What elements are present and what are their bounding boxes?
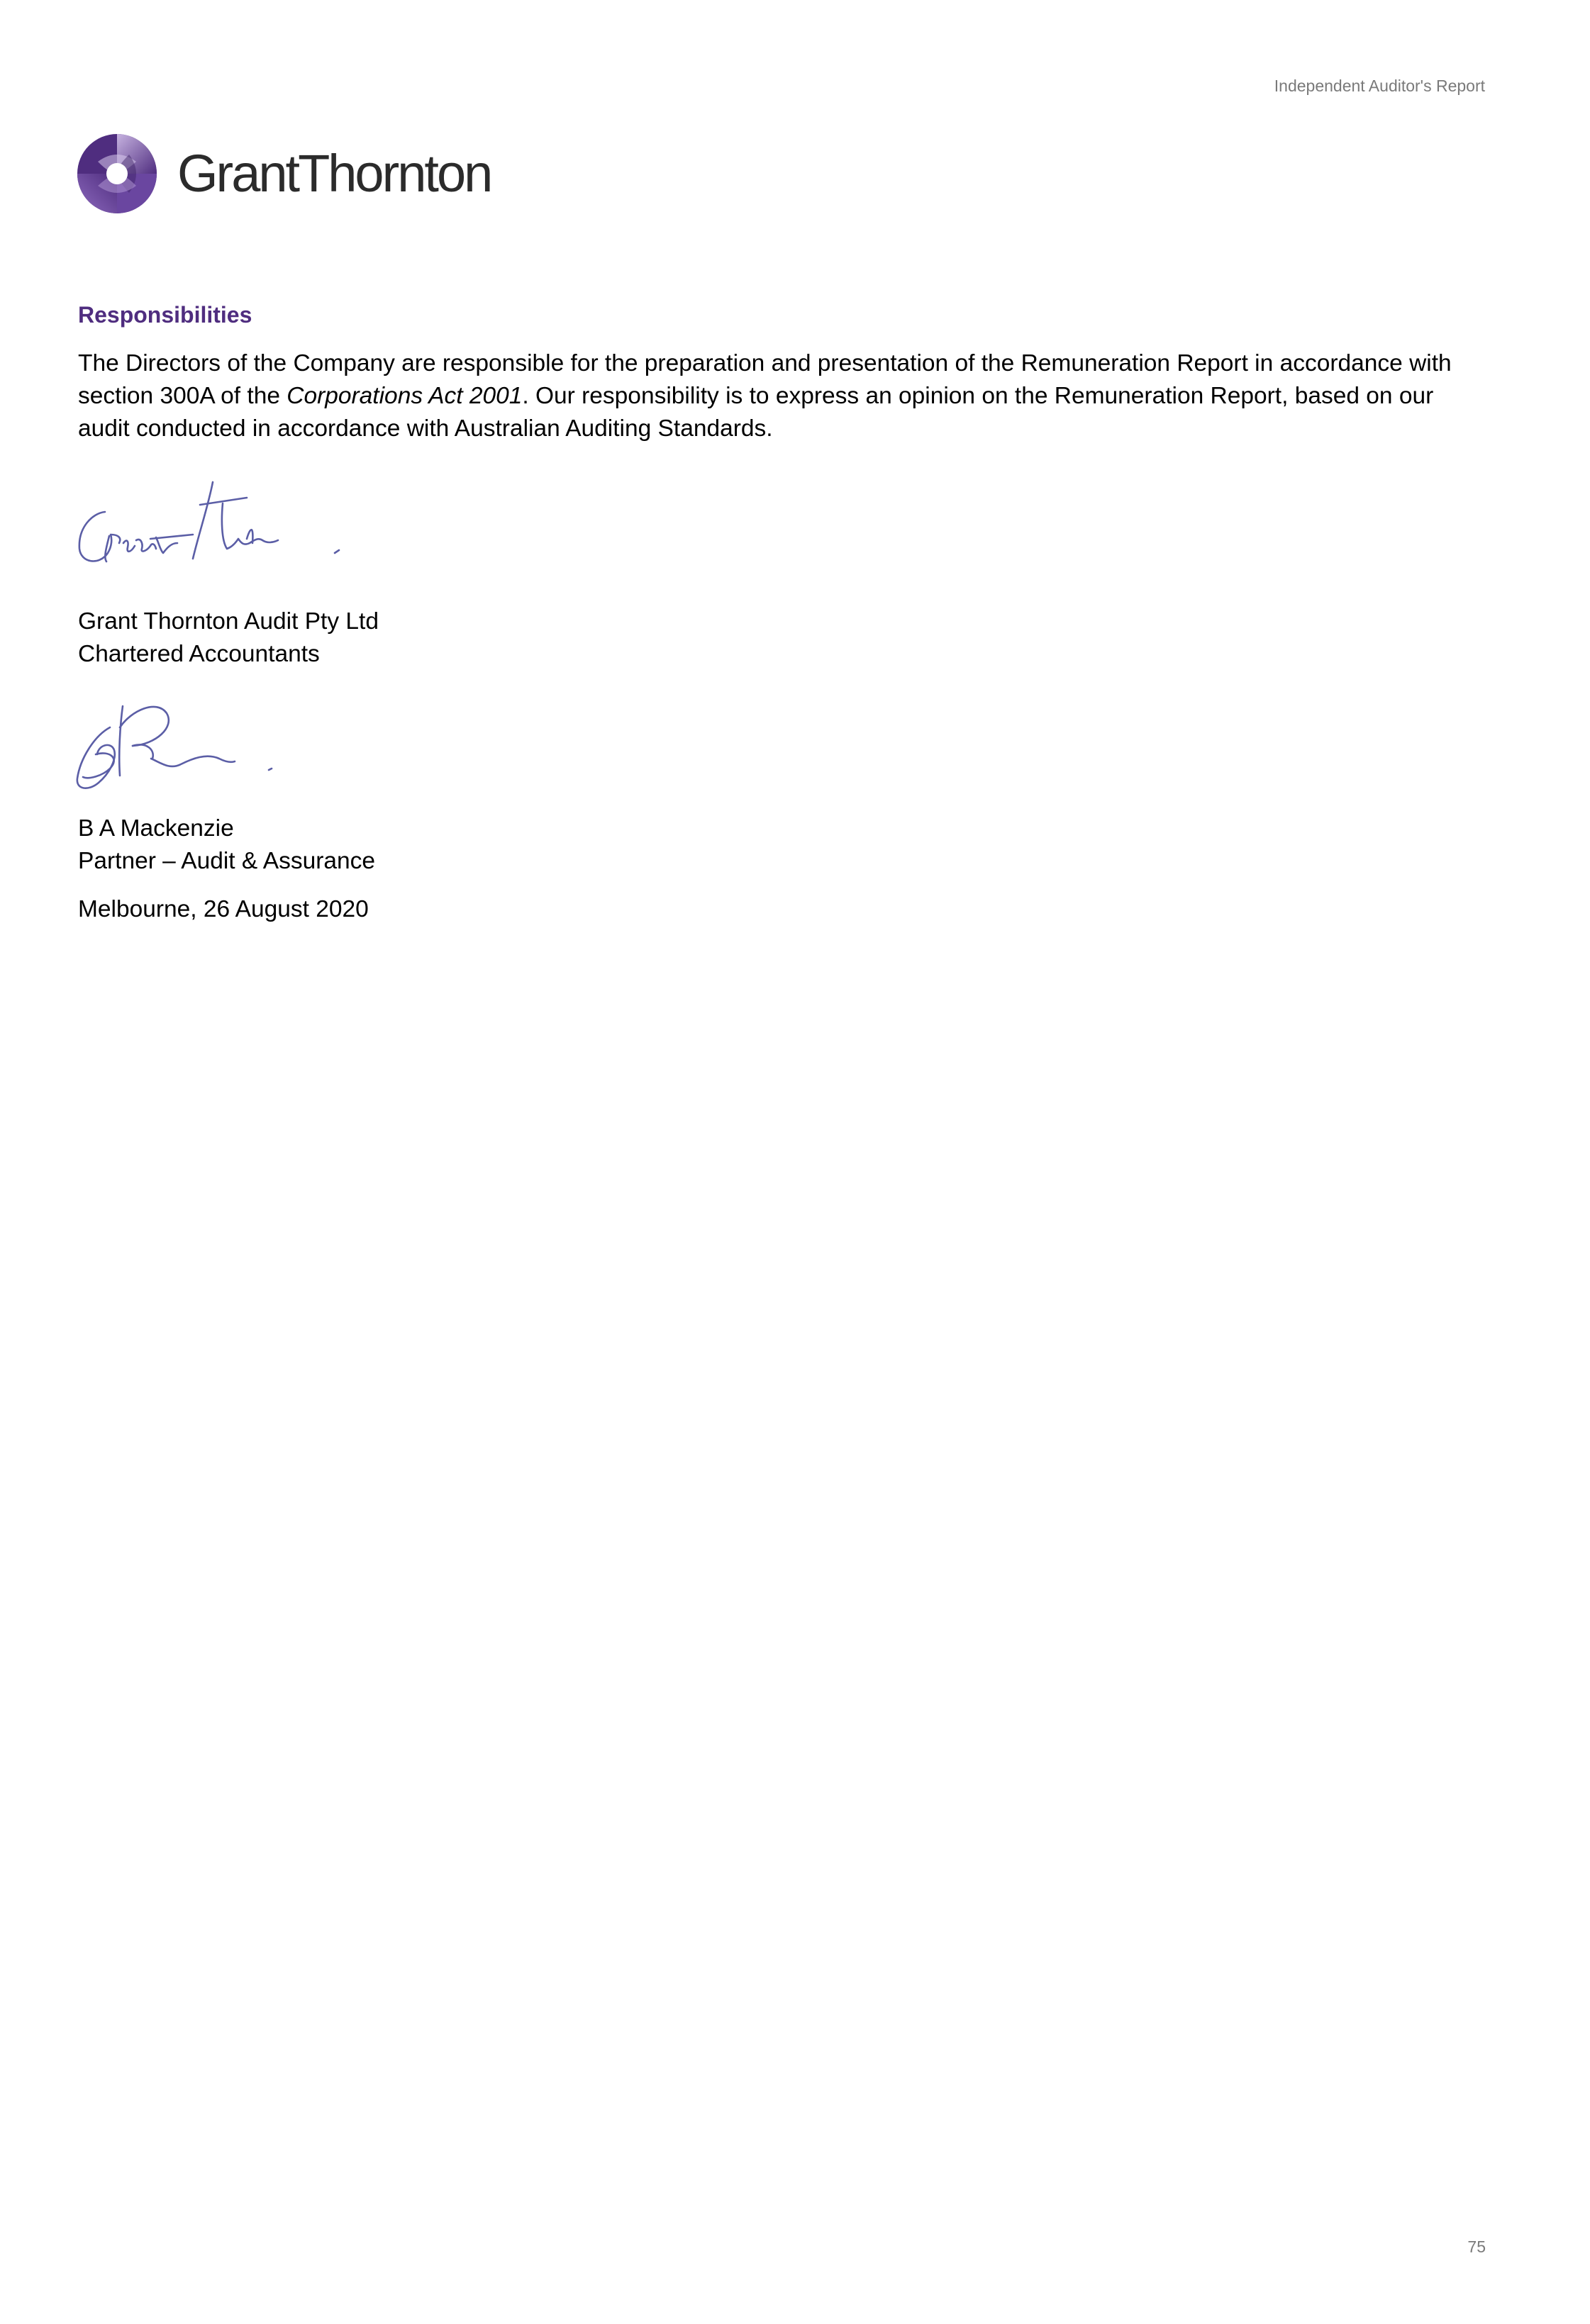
paragraph-text-start: The Directors of the Company are responsible for the preparation and presentation of the Remuneration Report in accordance with section 300A of the bbox=[78, 350, 1452, 409]
firm-name: Grant Thornton Audit Pty Ltd bbox=[78, 608, 379, 635]
place-and-date: Melbourne, 26 August 2020 bbox=[78, 896, 369, 922]
grant-thornton-logo bbox=[77, 133, 491, 214]
grant-thornton-logo-icon bbox=[77, 133, 157, 214]
logo-wordmark: GrantThornton bbox=[177, 144, 491, 203]
act-title: Corporations Act 2001 bbox=[287, 383, 523, 409]
partner-title: Partner – Audit & Assurance bbox=[78, 848, 375, 874]
firm-signature-image bbox=[71, 469, 376, 576]
firm-title: Chartered Accountants bbox=[78, 641, 320, 667]
paragraph-text-end: . Our responsibility is to express an opinion on the Remuneration Report, based on our audit conducted in accordance with Australian Auditing Standards. bbox=[78, 383, 1434, 442]
partner-signature-image bbox=[67, 685, 294, 798]
page-number: 75 bbox=[1467, 2238, 1486, 2256]
section-heading: Responsibilities bbox=[78, 302, 252, 328]
running-header: Independent Auditor's Report bbox=[1274, 77, 1485, 95]
partner-name: B A Mackenzie bbox=[78, 815, 234, 842]
responsibilities-paragraph bbox=[78, 347, 1468, 445]
